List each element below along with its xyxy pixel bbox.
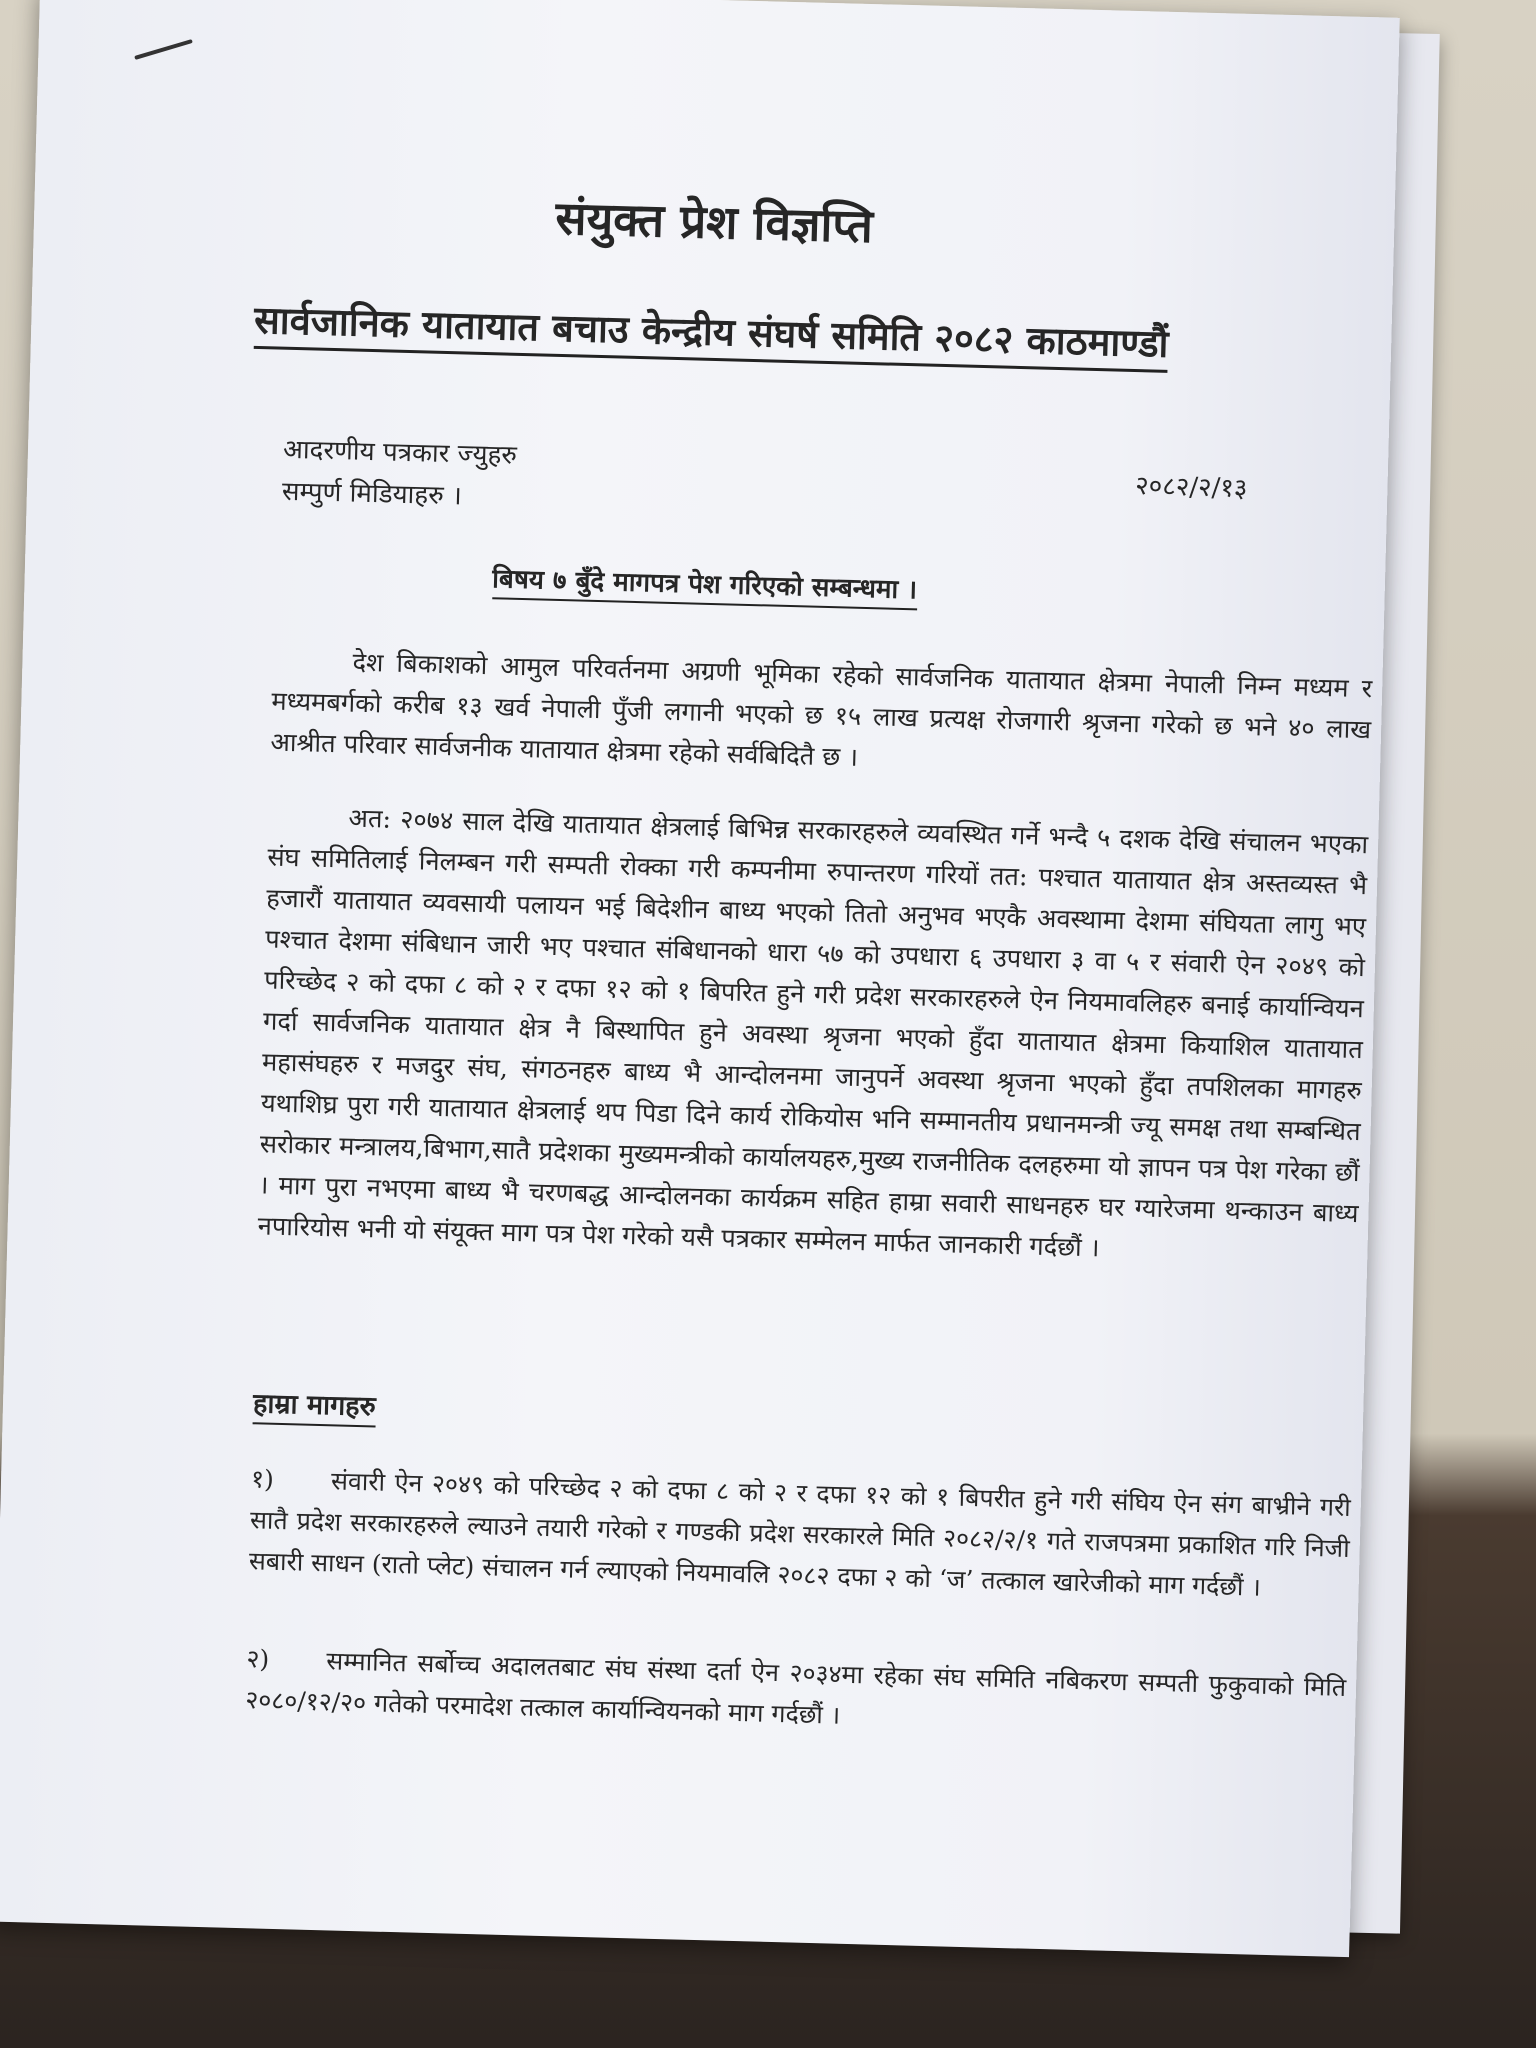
addressee-line-1: आदरणीय पत्रकार ज्युहरु <box>282 434 518 471</box>
subject-text: बिषय ७ बुँदे मागपत्र पेश गरिएको सम्बन्धमा । <box>492 564 918 610</box>
demand-item <box>245 1638 1347 1749</box>
body-paragraph-2: अत: २०७४ साल देखि यातायात क्षेत्रलाई बिभिन्न सरकारहरुले व्यवस्थित गर्ने भन्दै ५ दशक देखि संचालन भएका संघ समितिलाई निलम्बन गरी सम्पती रोक्का गरी कम्पनीमा रुपान्तरण गरियों तत: पश्चात यातायात क्षेत्र अस्तव्यस्त भै हजारौं यातायात व्यवसायी पलायन भई बिदेशीन बाध्य भएको तितो अनुभव भएकै अवस्थामा देशमा संघियता लागु भए पश्चात देशमा संबिधान जारी भए पश्चात संबिधानको धारा ५७ को उपधारा ६ उपधारा ३ वा ५ र संवारी ऐन २०४९ को परिच्छेद २ को दफा ८ को २ र दफा १२ को १ बिपरित हुने गरी प्रदेश सरकारहरुले ऐन नियमावलिहरु बनाई कार्यान्वियन गर्दा सार्वजनिक यातायात क्षेत्र नै बिस्थापित हुने अवस्था श्रृजना भएको हुँदा यातायात क्षेत्रमा कियाशिल यातायात महासंघहरु र मजदुर संघ, संगठनहरु बाध्य भै आन्दोलनमा जानुपर्ने अवस्था श्रृजना भएको हुँदा तपशिलका मागहरु यथाशिघ्र पुरा गरी यातायात क्षेत्रलाई थप पिडा दिने कार्य रोकियोस भनि सम्मानतीय प्रधानमन्त्री ज्यू समक्ष तथा सम्बन्धित सरोकार मन्त्रालय,बिभाग,सातै प्रदेशका मुख्यमन्त्रीको कार्यालयहरु,मुख्य राजनीतिक दलहरुमा यो ज्ञापन पत्र पेश गरेका छौं । माग पुरा नभएमा बाध्य भै चरणबद्ध आन्दोलनका कार्यक्रम सहित हाम्रा सवारी साधनहरु घर ग्यारेजमा थन्काउन बाध्य नपारियोस भनी यो संयूक्त माग पत्र पेश गरेको यसै पत्रकार सम्मेलन मार्फत जानकारी गर्दछौं । <box>257 803 1369 1264</box>
organization-name: सार्वजानिक यातायात बचाउ केन्द्रीय संघर्ष समिति २०८२ काठमाण्डौं <box>253 297 1169 373</box>
demand-text: सम्मानित सर्बोच्च अदालतबाट संघ संस्था दर्ता ऐन २०३४मा रहेका संघ समिति नबिकरण सम्पती फुकुवाको मिति २०८०/१२/२० गतेको परमादेश तत्काल कार्यान्वियनको माग गर्दछौं । <box>244 1646 1347 1730</box>
subject-line <box>25 547 1385 619</box>
document-date: २०८२/२/१३ <box>1134 471 1248 504</box>
body-paragraph-1: देश बिकाशको आमुल परिवर्तनमा अग्रणी भूमिका रहेको सार्वजनिक यातायात क्षेत्रमा नेपाली निम्न मध्यम र मध्यमबर्गको करीब १३ खर्व नेपाली पुँजी लगानी भएको छ १५ लाख प्रत्यक्ष रोजगारी श्रृजना गरेको छ भने ४० लाख आश्रीत परिवार सार्वजनीक यातायात क्षेत्रमा रहेको सर्वबिदितै छ । <box>270 647 1373 773</box>
organization-heading <box>31 287 1392 375</box>
document-title: संयुक्त प्रेश विज्ञप्ति <box>554 190 874 254</box>
addressee-block <box>281 429 517 519</box>
demand-text: संवारी ऐन २०४९ को परिच्छेद २ को दफा ८ को २ र दफा १२ को १ बिपरीत हुने गरी संघिय ऐन संग बाभ्रीने गरी सातै प्रदेश सरकारहरुले ल्याउने तयारी गरेको र गण्डकी प्रदेश सरकारले मिति २०८२/२/१ गते राजपत्रमा प्रकाशित गरि निजी सबारी साधन (रातो प्लेट) संचालन गर्न ल्याएको नियमावलि २०८२ दफा २ को ‘ज’ तत्काल खारेजीको माग गर्दछौं । <box>248 1466 1352 1602</box>
pen-mark <box>134 39 193 60</box>
addressee-line-2: सम्पुर्ण मिडियाहरु । <box>281 476 463 512</box>
demand-number: २) <box>246 1644 270 1674</box>
demands-heading-text: हाम्रा मागहरु <box>253 1388 377 1427</box>
demands-heading <box>253 1383 377 1423</box>
demand-item <box>248 1458 1351 1610</box>
demand-number: १) <box>250 1464 275 1494</box>
